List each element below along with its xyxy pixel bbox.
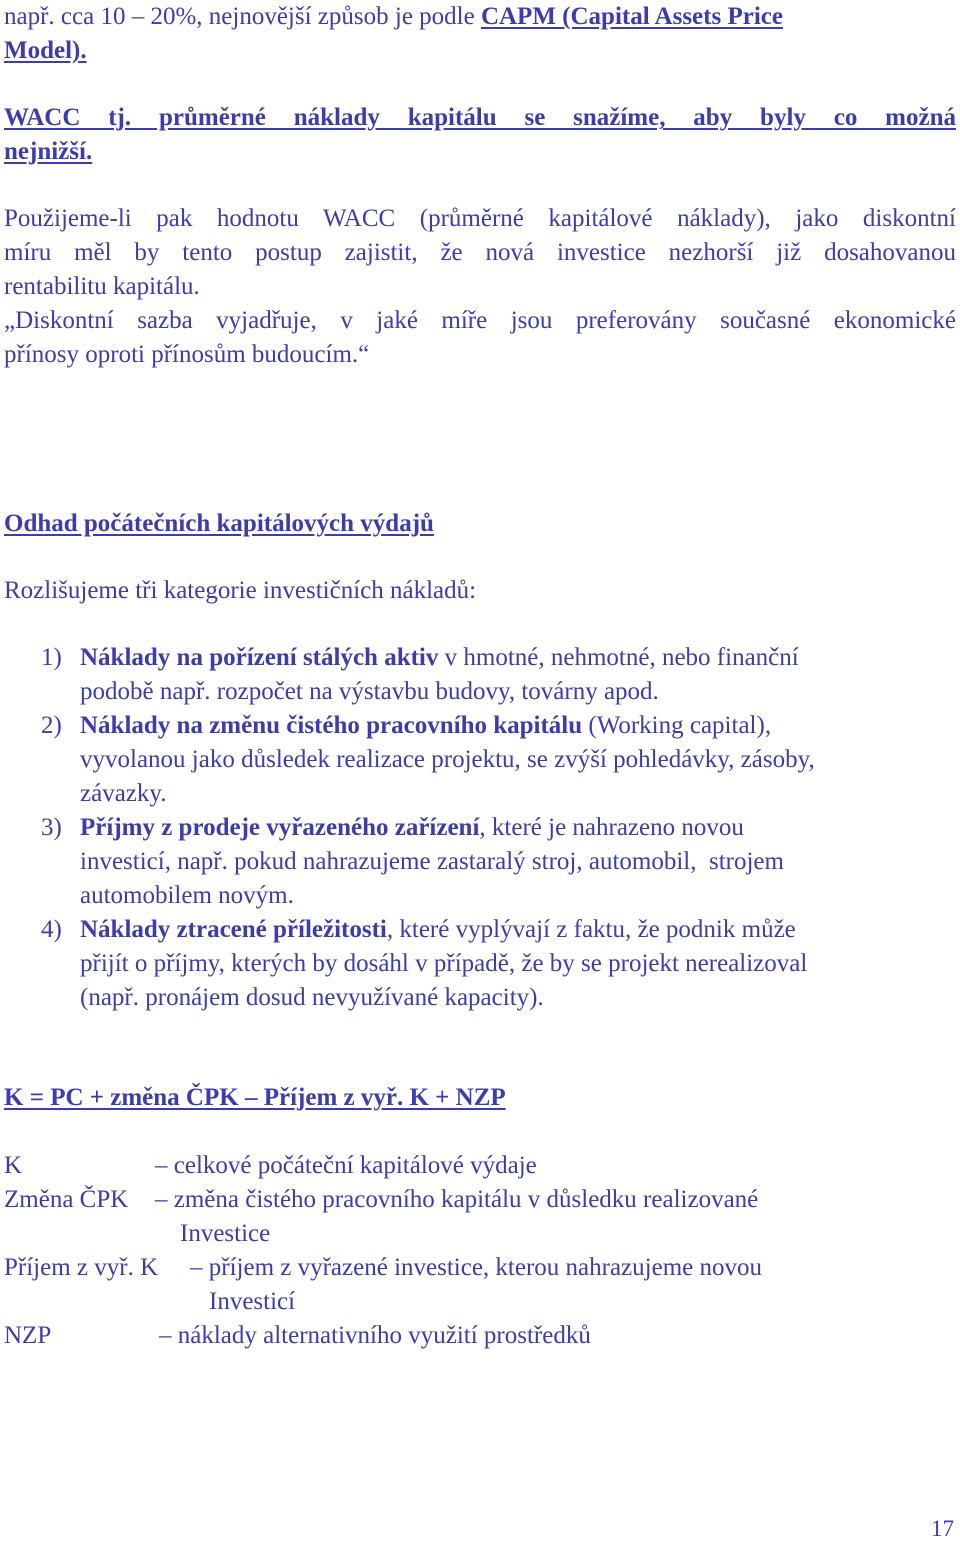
legend-desc-cont: Investicí [209, 1288, 296, 1315]
section-lead: Rozlišujeme tři kategorie investičních nákladů: [4, 577, 477, 604]
list-item-cont: přijít o příjmy, kterých by dosáhl v případě, že by se projekt nerealizoval [80, 950, 808, 977]
list-item-text: (Working capital), [582, 712, 772, 739]
list-item-title: Náklady na pořízení stálých aktiv [80, 644, 439, 671]
list-item [80, 709, 771, 743]
list-item [80, 913, 796, 947]
intro-text: např. cca 10 – 20%, nejnovější způsob je podle [4, 3, 481, 30]
list-item-cont: investicí, např. pokud nahrazujeme zastaralý stroj, automobil, strojem [80, 848, 784, 875]
list-item-title: Náklady ztracené příležitosti [80, 916, 387, 943]
list-item-title: Náklady na změnu čistého pracovního kapitálu [80, 712, 583, 739]
section-heading: Odhad počátečních kapitálových výdajů [4, 510, 434, 537]
paragraph-line-1: Použijeme-li pak hodnotu WACC (průměrné kapitálové náklady), jako diskontní [4, 205, 956, 232]
legend-term: NZP [4, 1322, 52, 1349]
list-item [80, 811, 744, 845]
intro-line-1 [4, 0, 783, 34]
capm-link-text-cont: Model). [4, 37, 87, 64]
legend-term: K [4, 1152, 23, 1179]
wacc-line-2: nejnižší. [4, 138, 93, 165]
legend-desc: – příjem z vyřazené investice, kterou nahrazujeme novou [190, 1254, 762, 1281]
quote-line-1: „Diskontní sazba vyjadřuje, v jaké míře jsou preferovány současné ekonomické [4, 307, 956, 334]
page-number: 17 [931, 1516, 954, 1541]
legend-term: Změna ČPK [4, 1186, 129, 1213]
list-item-text: , které vyplývají z faktu, že podnik může [386, 916, 796, 943]
list-item [80, 641, 799, 675]
legend-term: Příjem z vyř. K [4, 1254, 159, 1281]
list-item-number: 3) [41, 814, 62, 841]
legend-desc-cont: Investice [180, 1220, 271, 1247]
list-item-cont: závazky. [80, 780, 167, 807]
legend-desc: – náklady alternativního využití prostředků [159, 1322, 591, 1349]
list-item-text: v hmotné, nehmotné, nebo finanční [438, 644, 799, 671]
capm-link-text: CAPM (Capital Assets Price [480, 3, 783, 30]
paragraph-line-3: rentabilitu kapitálu. [4, 273, 200, 300]
list-item-cont: vyvolanou jako důsledek realizace projektu, se zvýší pohledávky, zásoby, [80, 746, 815, 773]
formula: K = PC + změna ČPK – Příjem z vyř. K + NZP [4, 1084, 506, 1111]
legend-desc: – celkové počáteční kapitálové výdaje [155, 1152, 537, 1179]
list-item-cont: podobě např. rozpočet na výstavbu budovy, továrny apod. [80, 678, 659, 705]
list-item-number: 4) [41, 916, 62, 943]
list-item-number: 2) [41, 712, 62, 739]
quote-line-2: přínosy oproti přínosům budoucím.“ [4, 341, 370, 368]
list-item-cont: automobilem novým. [80, 882, 294, 909]
legend-desc: – změna čistého pracovního kapitálu v důsledku realizované [155, 1186, 759, 1213]
list-item-cont: (např. pronájem dosud nevyužívané kapacity). [80, 984, 544, 1011]
wacc-line-1: WACC tj. průměrné náklady kapitálu se snažíme, aby byly co možná [4, 104, 956, 131]
list-item-number: 1) [41, 644, 62, 671]
paragraph-line-2: míru měl by tento postup zajistit, že nová investice nezhorší již dosahovanou [4, 239, 956, 266]
list-item-title: Příjmy z prodeje vyřazeného zařízení [80, 814, 480, 841]
list-item-text: , které je nahrazeno novou [479, 814, 744, 841]
